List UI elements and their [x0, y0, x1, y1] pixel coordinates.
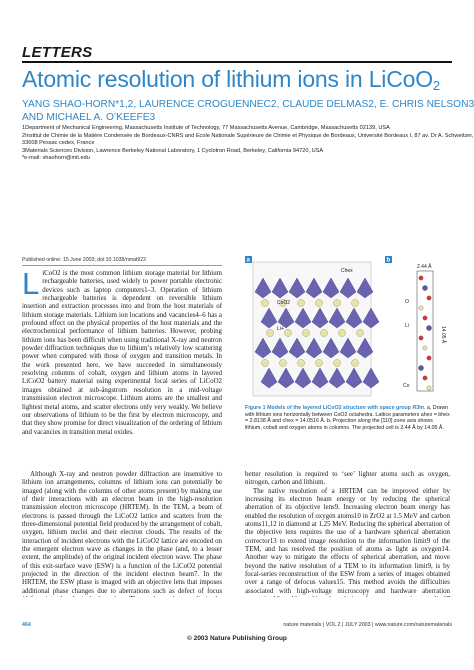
abstract-paragraph: iCoO2 is the most common lithium storage material for lithium rechargeable batteries, used widely to power portable electronic devices such as laptop computers1–3. Operation of lithium rechargeable batteries is dependent on reversible lithium insertion and extraction processes into and from the host materials of lithium storage materials. Lithium ion locations and vacancies4–6 has a profound effect on the physical properties of the host materials and the electrochemical performance of lithium batteries. However, probing lithium ions has been difficult when using traditional X-ray and neutron powder diffraction techniques due to lithium’s relatively low scattering power when compared with those of oxygen and transition metals. In the work presented here, we have succeeded in simultaneously resolving columns of cobalt, oxygen and lithium atoms in layered LiCoO2 battery material using experimental focal series of LiCoO2 images obtained at sub-ångstrom resolution in a mid-voltage transmission electron microscope. Lithium atoms are the smallest and lightest metal atoms, and scatter electrons only very weakly. We believe our observations of lithium to be the first by electron microscopy, and that they show promise for direct visualization of the ordering of lithium and vacancies in transition metal oxides.	[22, 270, 222, 436]
section-label: LETTERS	[22, 44, 93, 61]
body-paragraph: better resolution is required to ‘see’ lighter atoms such as oxygen, nitrogen, carbon and lithium.	[245, 471, 450, 487]
lithium-sphere	[351, 299, 358, 306]
abstract-column	[22, 270, 222, 471]
oxygen-atom	[419, 336, 423, 340]
lithium-sphere	[315, 359, 322, 366]
lithium-sphere	[284, 329, 291, 336]
panel-a-label: a	[246, 257, 250, 264]
author-line-2: AND MICHAEL A. O’KEEFE3	[22, 111, 156, 123]
drop-cap: L	[22, 270, 40, 301]
journal-info[interactable]: nature materials | VOL 2 | JULY 2003 | www.nature.com/naturematerials	[283, 622, 452, 628]
lithium-sphere	[333, 299, 340, 306]
body-column-right	[245, 471, 450, 597]
c-axis-label: Chex	[341, 268, 353, 274]
cobalt-label: Co	[403, 383, 410, 389]
author-list	[22, 99, 474, 124]
figure-1	[245, 256, 450, 401]
author-line-1: YANG SHAO-HORN*1,2, LAURENCE CROGUENNEC2, CLAUDE DELMAS2, E. CHRIS NELSON3	[22, 99, 474, 110]
coo2-label: CoO2	[277, 300, 291, 306]
publication-rule	[22, 265, 222, 266]
oxygen-atom	[419, 276, 423, 280]
lithium-sphere	[261, 359, 268, 366]
lithium-sphere	[297, 299, 304, 306]
lithium-sphere	[320, 329, 327, 336]
lithium-sphere	[315, 299, 322, 306]
caption-body: a, Drawn with lithium ions horizontally between CoO2 octahedra. Lattice parameters ahex = bhex = 2.8138 Å and chex = 14.0516 Å. b, Projection along the [110] zone axis shows lithium, cobalt and oxygen atoms in columns. The projected cell is 2.44 Å by 14.05 Å.	[245, 405, 450, 432]
lithium-sphere	[356, 329, 363, 336]
lithium-atom	[419, 306, 423, 310]
figure-caption	[245, 405, 450, 432]
lithium-atom	[423, 346, 427, 350]
publication-info: Published online: 15 June 2003; doi:10.1038/nmat922	[22, 257, 147, 263]
lithium-label: Li	[405, 323, 409, 329]
structure-diagram	[245, 256, 450, 401]
atom-columns	[418, 276, 431, 390]
section-rule	[22, 61, 452, 63]
panel-b-projection	[403, 263, 447, 391]
body-paragraph: The native resolution of a HRTEM can be improved either by increasing its electron beam energy or by reducing the spherical aberration of its objective lens9. Increasing electron beam energy has enabled the resolution of oxygen atoms10 in ZrO2 at 1.5 MeV and carbon atoms11,12 in diamond at 1.25 MeV. Reducing the spherical aberration of the objective lens requires the use of a hardware spherical aberration corrector13 to extend image resolution to the information limit9 of the TEM, and has resolved the position of atoms as light as oxygen14. Another way to mitigate the effects of spherical aberration, and move beyond the native resolution of a TEM to its information limit9, is by focal-series reconstruction of the ESW from a series of images obtained over a range of defocus values15. This method avoids the difficulties associated with high-voltage microscopy and hardware aberration	[245, 487, 450, 595]
contact-email[interactable]: *e-mail: shaohorn@mit.edu	[22, 155, 90, 162]
lithium-sphere	[266, 329, 273, 336]
copyright-notice: © 2003 Nature Publishing Group	[187, 635, 287, 642]
lithium-sphere	[338, 329, 345, 336]
height-label: 14.05 Å	[440, 326, 446, 344]
lithium-sphere	[261, 299, 268, 306]
affiliation-3: 3Materials Sciences Division, Lawrence Berkeley National Laboratory, 1 Cyclotron Road, Berkeley, California 94720, USA	[22, 147, 324, 154]
lithium-sphere	[297, 359, 304, 366]
lithium-sphere	[279, 359, 286, 366]
oxygen-label: O	[405, 299, 409, 305]
oxygen-atom	[423, 316, 427, 320]
panel-a-model	[253, 262, 379, 396]
oxygen-atom	[427, 296, 431, 300]
li-label: Li+	[277, 326, 284, 332]
cobalt-atom	[426, 325, 431, 330]
body-paragraph: Although X-ray and neutron powder diffraction are insensitive to lithium ion arrangements, columns of lithium ions can potentially be imaged (along with the columns of other atoms present) by making use of their interactions with an electron beam in the high-resolution transmission electron microscope (HRTEM). In the TEM, a beam of electrons is passed through the LiCoO2 lattice and scatters from the three-dimensional potential field produced by the arrangement of cobalt, oxygen, lithium nuclei and their electron clouds. The results of the interaction of incident electrons with the LiCoO2 lattice are encoded on the emergent electron wave as changes in the phase (and, to a lesser extent, the amplitude) of the original incident electron wave. The phase of this exit-surface wave (ESW) is a function of the LiCoO2 potential projected in the direction of the incident electron beam7. In the HRTEM, the ESW phase is imaged with an objective lens that imposes additional phase changes due to aberrations such as defect of focus	[22, 471, 222, 595]
panel-b-label: b	[386, 257, 391, 264]
lithium-sphere	[333, 359, 340, 366]
oxygen-atom	[423, 376, 427, 380]
affiliation-2-cont: 33608 Pessac cedex, France	[22, 140, 95, 147]
affiliation-2: 2Institut de Chimie de la Matière Condensée de Bordeaux-CNRS and Ecole Nationale Supérieure de Chimie et Physique de Bordeaux, Université Bordeaux I, 87 av. Dr A. Schweitzer,	[22, 132, 474, 139]
affiliations	[22, 125, 474, 163]
cobalt-atom	[422, 285, 427, 290]
oxygen-atom	[427, 356, 431, 360]
body-column-left	[22, 471, 222, 597]
page-number: 464	[22, 622, 31, 628]
page-footer	[22, 622, 452, 628]
lithium-sphere	[302, 329, 309, 336]
lithium-sphere	[351, 359, 358, 366]
lithium-atom	[427, 386, 431, 390]
cobalt-atom	[418, 365, 423, 370]
article-title: Atomic resolution of lithium ions in LiCoO$_2$	[22, 66, 440, 93]
width-label: 2.44 Å	[417, 264, 432, 270]
caption-heading: Figure 1 Models of the layered LiCoO2 structure with space group R3̄m.	[245, 405, 426, 411]
affiliation-1: 1Department of Mechanical Engineering, Massachusetts Institute of Technology, 77 Massachusetts Avenue, Cambridge, Massachusetts 02139, USA	[22, 125, 390, 131]
